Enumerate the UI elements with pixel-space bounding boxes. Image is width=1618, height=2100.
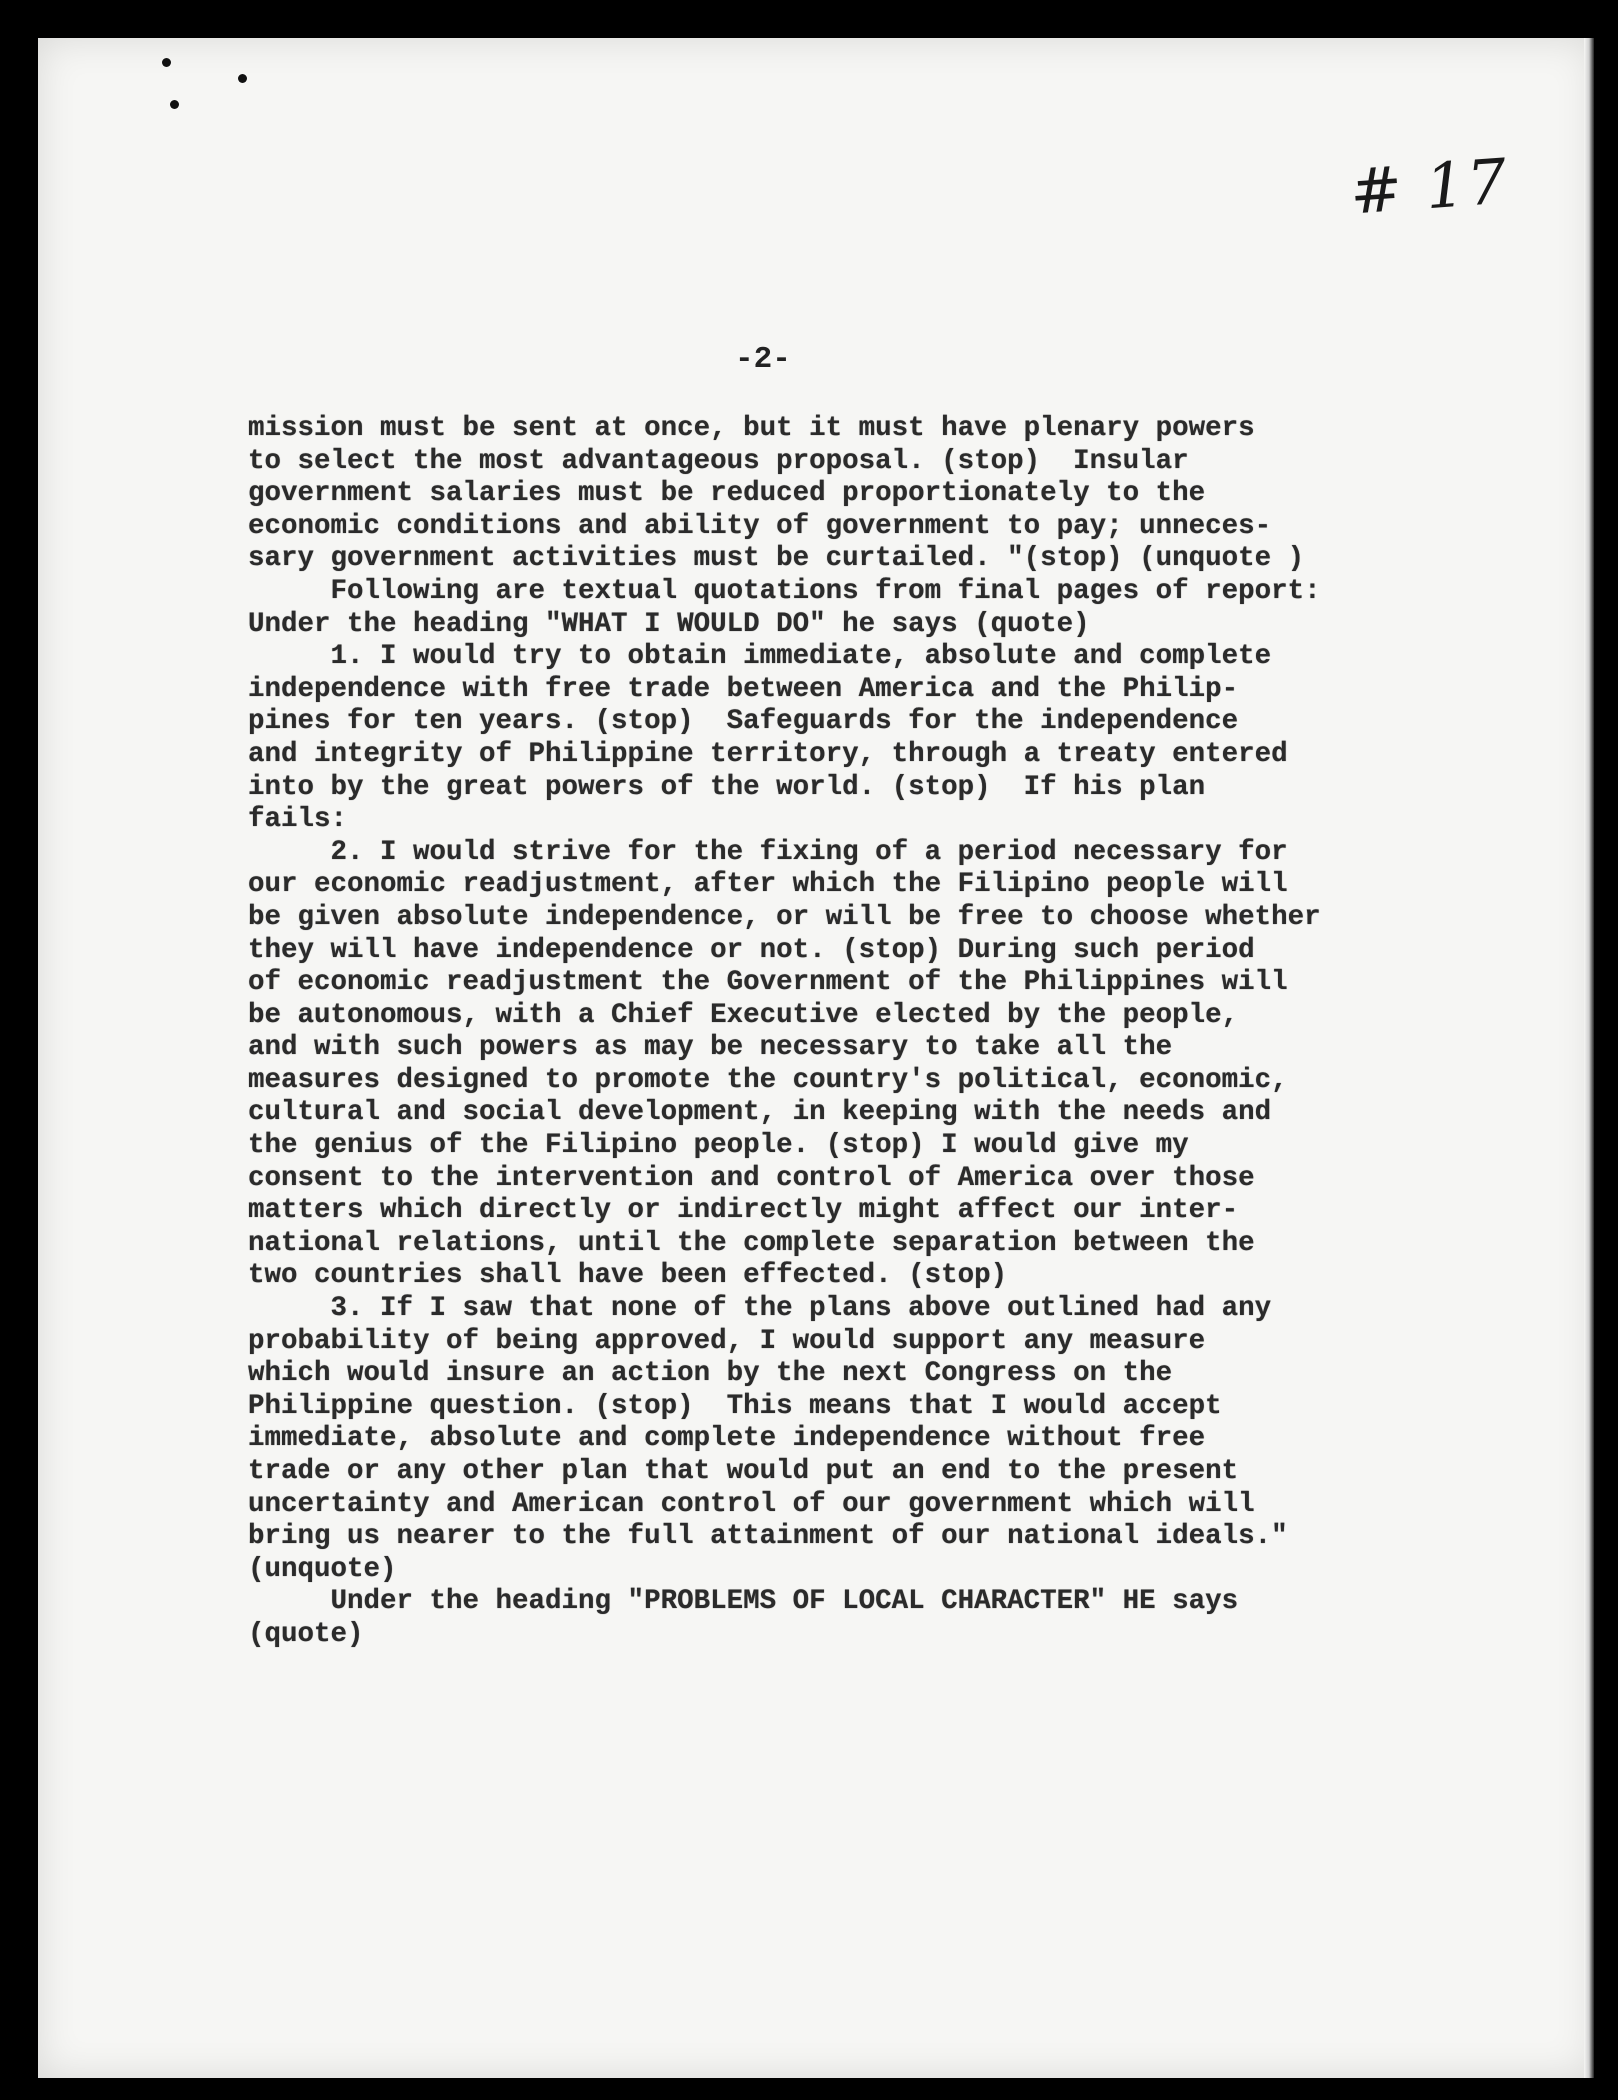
text-line: 2. I would strive for the fixing of a period necessary for	[248, 836, 1288, 868]
text-line: 1. I would try to obtain immediate, absolute and complete	[248, 641, 1272, 673]
text-line: be autonomous, with a Chief Executive elected by the people,	[248, 999, 1239, 1031]
text-line: fails:	[248, 804, 348, 836]
punch-hole	[170, 100, 179, 109]
text-line: immediate, absolute and complete independence without free	[248, 1423, 1206, 1455]
paper-edge	[1584, 38, 1594, 2078]
text-line: two countries shall have been effected. (stop)	[248, 1260, 1008, 1292]
handwritten-page-reference: # 17	[1347, 144, 1511, 229]
text-line: which would insure an action by the next Congress on the	[248, 1358, 1173, 1390]
text-line: our economic readjustment, after which the Filipino people will	[248, 869, 1288, 901]
text-line: (quote)	[248, 1618, 364, 1650]
text-line: cultural and social development, in keeping with the needs and	[248, 1097, 1272, 1129]
text-line: mission must be sent at once, but it must have plenary powers	[248, 413, 1255, 444]
text-line: government salaries must be reduced proportionately to the	[248, 478, 1206, 510]
text-line: and integrity of Philippine territory, through a treaty entered	[248, 738, 1288, 770]
text-line: consent to the intervention and control of America over those	[248, 1162, 1255, 1194]
typed-body-text	[248, 413, 1548, 1652]
text-line: measures designed to promote the country's political, economic,	[248, 1064, 1288, 1096]
text-line: to select the most advantageous proposal. (stop) Insular	[248, 445, 1189, 477]
text-line: Under the heading "WHAT I WOULD DO" he says (quote)	[248, 608, 1090, 640]
text-line: (unquote)	[248, 1553, 397, 1585]
punch-hole	[238, 74, 247, 83]
text-line: bring us nearer to the full attainment of our national ideals."	[248, 1521, 1288, 1553]
text-line: 3. If I saw that none of the plans above outlined had any	[248, 1293, 1272, 1325]
text-line: of economic readjustment the Government of the Philippines will	[248, 967, 1288, 999]
text-line: sary government activities must be curtailed. "(stop) (unquote )	[248, 543, 1305, 575]
page-number: -2-	[735, 342, 791, 377]
text-line: independence with free trade between America and the Philip-	[248, 673, 1239, 705]
text-line: Under the heading "PROBLEMS OF LOCAL CHARACTER" HE says	[248, 1586, 1239, 1618]
text-line: Following are textual quotations from final pages of report:	[248, 575, 1321, 607]
text-line: the genius of the Filipino people. (stop) I would give my	[248, 1130, 1189, 1162]
text-line: national relations, until the complete separation between the	[248, 1227, 1255, 1259]
punch-hole	[162, 58, 171, 67]
text-line: trade or any other plan that would put an end to the present	[248, 1456, 1239, 1487]
text-line: Philippine question. (stop) This means that I would accept	[248, 1390, 1222, 1422]
text-line: matters which directly or indirectly might affect our inter-	[248, 1195, 1239, 1227]
text-line: economic conditions and ability of government to pay; unneces-	[248, 510, 1272, 542]
text-line: probability of being approved, I would support any measure	[248, 1325, 1206, 1357]
text-line: pines for ten years. (stop) Safeguards for the independence	[248, 706, 1239, 738]
text-line: into by the great powers of the world. (stop) If his plan	[248, 771, 1206, 803]
text-line: and with such powers as may be necessary to take all the	[248, 1032, 1173, 1064]
text-line: they will have independence or not. (stop) During such period	[248, 934, 1255, 966]
text-line: uncertainty and American control of our government which will	[248, 1488, 1255, 1520]
text-line: be given absolute independence, or will be free to choose whether	[248, 901, 1321, 933]
